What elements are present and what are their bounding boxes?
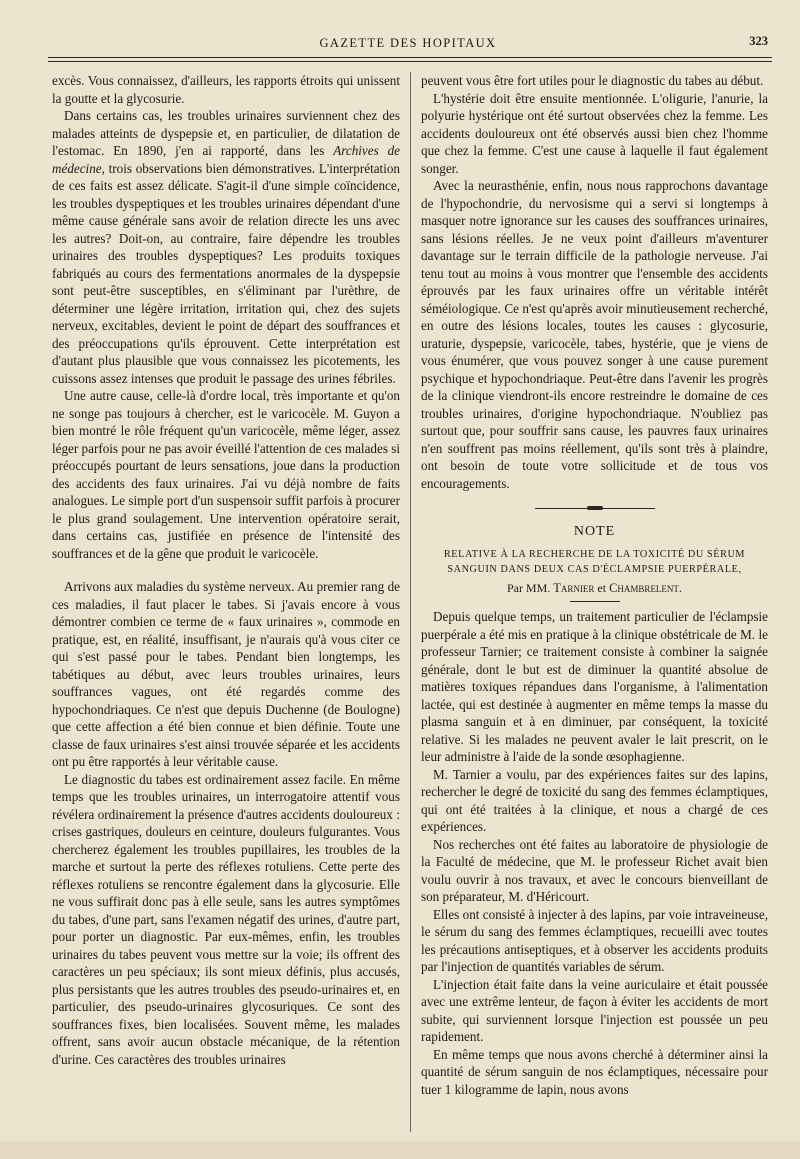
author-name: Tarnier (553, 580, 595, 595)
running-title: GAZETTE DES HOPITAUX (319, 36, 497, 50)
page-bottom-margin (0, 1141, 800, 1159)
note-authors (421, 580, 768, 598)
page-header (48, 34, 768, 56)
paragraph: M. Tarnier a voulu, par des expériences faites sur des lapins, rechercher le degré de toxicité du sang des femmes éclamptiques, qui ont été traitées à la clinique, et nous a chargé de ces expériences. (421, 766, 768, 834)
paragraph: Le diagnostic du tabes est ordinairement assez facile. En même temps que les troubles urinaires, un interrogatoire attentif vous révélera ordinairement la présence d'autres accidents douloureux : crises gastriques, douleurs en ceinture, douleurs fulgurantes. Vous chercherez également les troubles pupillaires, les troubles de la marche et surtout la perte des réflexes rotuliens. Cette perte des réflexes rotuliens se rencontre également dans la glycosurie. Elle ne vous suffirait donc pas à elle seule, sans les autres symptômes du tabes, d'une part, sans l'examen négatif des urines, d'autre part, pour porter un diagnostic. Par eux-mêmes, enfin, les troubles urinaires du tabes peuvent vous mettre sur la voie; ils offrent des caractères un peu spéciaux; ils sont mieux définis, plus accusés, plus persistants que les autres troubles des pseudo-urinaires et, en particulier, des pseudo-urinaires glycosuriques. Ce sont des souffrances fixes, bien localisées. Souvent même, les malades offrent, sans avoir aucun obstacle mécanique, de la rétention d'urine. Ces caractères des troubles urinaires (52, 771, 400, 1067)
paragraph: Avec la neurasthénie, enfin, nous nous rapprochons davantage de l'hypochondrie, du nervosisme qui a servi si longtemps à masquer notre ignorance sur les causes des souffrances urinaires, sans lésions réelles. Je ne veux point d'ailleurs m'aventurer davantage sur le terrain difficile de la pathologie nerveuse. J'ai tenu tout au moins à vous montrer que l'ensemble des accidents éprouvés par les faux urinaires offre un véritable intérêt séméiologique. Ce n'est qu'après avoir minutieusement recherché, en outre des lésions locales, toutes les causes : glycosurie, uraturie, dyspepsie, varicocèle, tabes, hystérie, que je viens de vous énumérer, que vous pouvez songer à une cause purement psychique et hypochondriaque. Peut-être dans l'avenir les progrès de la clinique viendront-ils encore restreindre le domaine de ces troubles urinaires, d'origine hypochondriaque. N'oubliez pas surtout que, pour souffrir sans cause, les pauvres faux urinaires n'en souffrent pas moins réellement, qu'ils sont très à plaindre, ont besoin de toute votre sollicitude et de tous vos encouragements. (421, 178, 768, 491)
author-name: Chambrelent. (609, 580, 683, 595)
note-subtitle: RELATIVE À LA RECHERCHE DE LA TOXICITÉ DU SÉRUM SANGUIN DANS DEUX CAS D'ÉCLAMPSIE PUERPÉRALE, (443, 548, 746, 575)
note-by: Par MM. (506, 580, 551, 595)
section-separator (535, 508, 655, 511)
paragraph: Depuis quelque temps, un traitement particulier de l'éclampsie puerpérale a été mis en pratique à la clinique obstétricale de M. le professeur Tarnier; ce traitement consiste à combiner la saignée générale, dont le but est de diminuer la quantité absolue de matières toxiques répandues dans l'organisme, à l'alimentation lactée, qui est destinée à augmenter en même temps la masse du plasma sanguin et à en diminuer, par conséquent, la toxicité relative. Si les malades ne peuvent avaler le lait prescrit, on le leur administre à l'aide de la sonde œsophagienne. (421, 609, 768, 764)
paragraph-text: Dans certains cas, les troubles urinaires surviennent chez des malades atteints de dyspepsie et, en particulier, de dilatation de l'estomac. En 1890, j'en ai rapporté, dans les (52, 108, 400, 158)
note-rule (570, 601, 620, 602)
paragraph: Une autre cause, celle-là d'ordre local, très importante et qu'on ne songe pas toujours à chercher, est le varicocèle. M. Guyon a bien montré le rôle fréquent qu'un varicocèle, même léger, assez léger parfois pour ne pas avoir éveillé l'attention de ces malades si préoccupés pourtant de leurs sensations, joue dans la production des accidents des faux urinaires. J'ai vu déjà nombre de faits analogues. Le simple port d'un suspensoir suffit parfois à procurer le plus grand soulagement. Une intervention opératoire serait, dans certains cas, justifiée en présence de l'intensité des souffrances et de la gêne que produit le varicocèle. (52, 388, 400, 561)
header-rule (48, 57, 772, 58)
column-divider (410, 72, 411, 1132)
note-title: NOTE (573, 524, 616, 539)
paragraph (52, 107, 400, 387)
left-column (52, 72, 400, 1139)
header-rule-secondary (48, 61, 772, 62)
paragraph: excès. Vous connaissez, d'ailleurs, les rapports étroits qui unissent la goutte et la glycosurie. (52, 73, 400, 106)
paragraph: En même temps que nous avons cherché à déterminer ainsi la quantité de sérum sanguin de nos éclamptiques, nécessaire pour tuer 1 kilogramme de lapin, nous avons (421, 1046, 768, 1097)
paragraph-text: , trois observations bien démonstratives. L'interprétation de ces faits est assez délicate. S'agit-il d'une simple coïncidence, les troubles dyspeptiques et les troubles urinaires dépendant d'une même cause générale sans avoir de relation directe les uns avec les autres? Doit-on, au contraire, faire dépendre les troubles urinaires des troubles dyspeptiques? Les produits toxiques fabriqués au cours des fermentations anormales de la dyspepsie sont peut-être susceptibles, en s'éliminant par l'urèthre, de déterminer une légère irritation, irritation qui, chez des sujets nerveux, excitables, devient le point de départ des souffrances et des préoccupations qu'ils éprouvent. Cette interprétation est d'autant plus plausible que vous connaissez les picotements, les cuissons assez intenses que produit le passage des urines fébriles. (52, 160, 400, 386)
right-column (421, 72, 768, 1139)
paragraph: peuvent vous être fort utiles pour le diagnostic du tabes au début. (421, 73, 764, 88)
paragraph: L'injection était faite dans la veine auriculaire et était poussée avec une extrême lenteur, de façon à éviter les accidents de mort subite, qui surviennent lorsque l'injection est poussée un peu rapidement. (421, 976, 768, 1044)
note-and: et (597, 580, 607, 595)
spacer (52, 562, 400, 578)
paragraph: Arrivons aux maladies du système nerveux. Au premier rang de ces maladies, il faut placer le tabes. Si j'avais encore à vous démontrer combien ce terme de « faux urinaires », commode en pratique, est, en réalité, insuffisant, je n'aurais qu'à vous citer ce qui s'est passé pour le tabes. Pendant bien longtemps, les tabétiques au début, avec leurs troubles urinaires, leurs souffrances vagues, ont été regardés comme des hypochondriaques. Ce n'est que depuis Duchenne (de Boulogne) que cette affection a été bien connue et bien définie. Toute une classe de faux urinaires s'est ainsi trouvée séparée et les accidents ont pu être rapportés à leur véritable cause. (52, 579, 400, 769)
paragraph: Nos recherches ont été faites au laboratoire de physiologie de la Faculté de médecine, que M. le professeur Richet avait bien voulu ouvrir à nos travaux, et avec le concours bienveillant de son préparateur, M. d'Héricourt. (421, 836, 768, 904)
journal-title: Archives de médecine (52, 143, 400, 176)
paragraph: Elles ont consisté à injecter à des lapins, par voie intraveineuse, le sérum du sang des femmes éclamptiques, recueilli avec toutes les précautions antiseptiques, et à observer les accidents produits par l'injection de quantités variables de sérum. (421, 906, 768, 974)
paragraph: L'hystérie doit être ensuite mentionnée. L'oligurie, l'anurie, la polyurie hystérique ont été surtout observées chez la femme. Les accidents douloureux ont été observés aussi bien chez l'homme que chez la femme. C'est une cause à laquelle il faut également songer. (421, 90, 768, 176)
page-number: 323 (749, 34, 768, 48)
